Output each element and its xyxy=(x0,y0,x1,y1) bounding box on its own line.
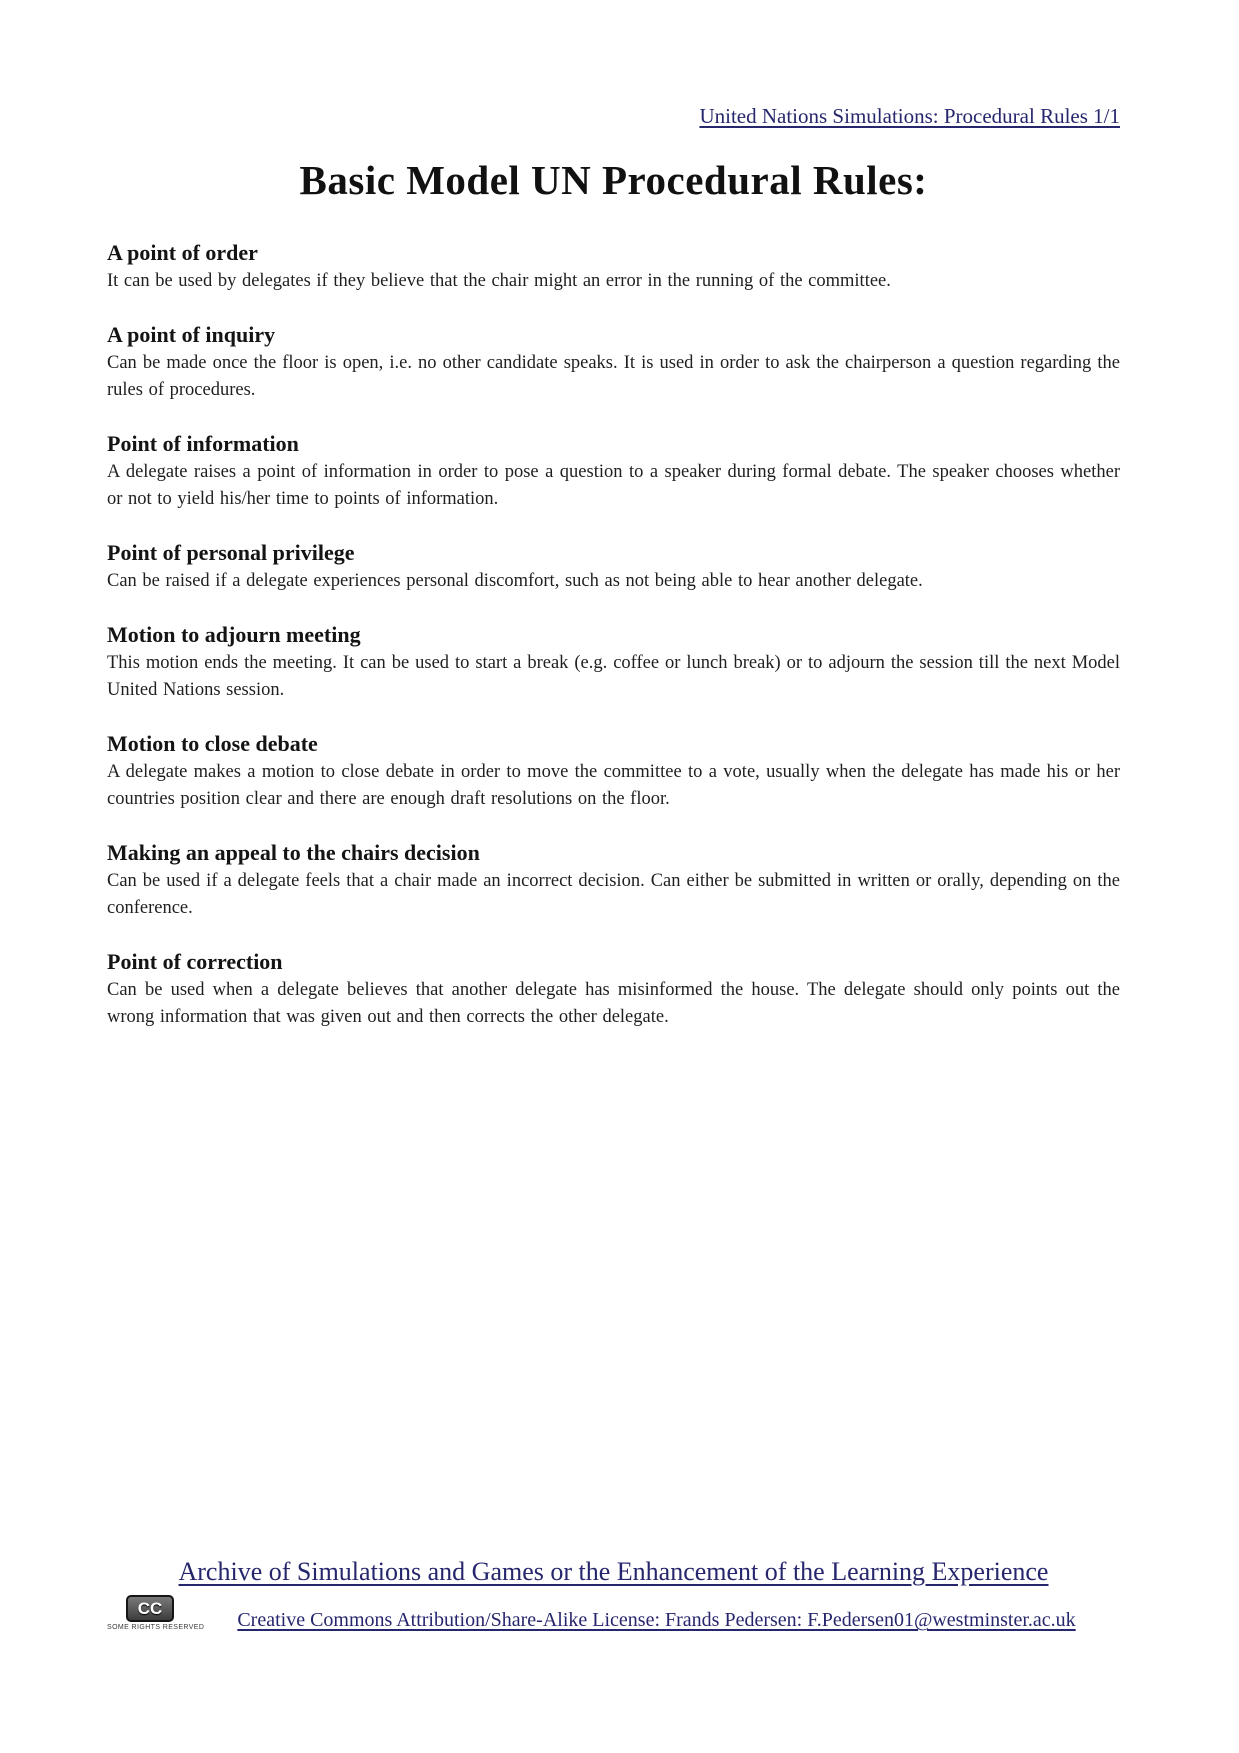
section-point-of-inquiry xyxy=(107,320,1120,404)
section-point-of-correction xyxy=(107,947,1120,1031)
section-point-of-personal-privilege xyxy=(107,538,1120,595)
section-appeal-to-chairs-decision xyxy=(107,838,1120,922)
section-body: Can be used when a delegate believes that another delegate has misinformed the house. The delegate should only points out the wrong information that was given out and then corrects the other delegate. xyxy=(107,980,1120,1027)
creative-commons-icon: CC xyxy=(126,1595,174,1622)
section-point-of-order xyxy=(107,238,1120,295)
archive-link[interactable]: Archive of Simulations and Games or the Enhancement of the Learning Experience xyxy=(178,1557,1049,1586)
section-body: This motion ends the meeting. It can be used to start a break (e.g. coffee or lunch break) or to adjourn the session till the next Model United Nations session. xyxy=(107,653,1120,700)
section-body: A delegate makes a motion to close debate in order to move the committee to a vote, usually when the delegate has made his or her countries position clear and there are enough draft resolutions on the floor. xyxy=(107,762,1120,809)
section-motion-to-close-debate xyxy=(107,729,1120,813)
page-footer xyxy=(107,1556,1120,1633)
section-body: It can be used by delegates if they believe that the chair might an error in the running of the committee. xyxy=(107,271,891,291)
rules-list xyxy=(107,238,1120,1031)
section-heading: Motion to close debate xyxy=(107,731,318,756)
section-body: Can be used if a delegate feels that a chair made an incorrect decision. Can either be submitted in written or orally, depending on the conference. xyxy=(107,871,1120,918)
page-title: Basic Model UN Procedural Rules: xyxy=(299,157,928,203)
creative-commons-badge[interactable] xyxy=(107,1595,205,1631)
section-heading: Point of personal privilege xyxy=(107,540,355,565)
cc-badge-caption: SOME RIGHTS RESERVED xyxy=(107,1624,205,1631)
section-heading: A point of order xyxy=(107,240,258,265)
section-heading: Point of information xyxy=(107,431,299,456)
section-heading: A point of inquiry xyxy=(107,322,276,347)
section-heading: Motion to adjourn meeting xyxy=(107,622,361,647)
section-body: A delegate raises a point of information in order to pose a question to a speaker during formal debate. The speaker chooses whether or not to yield his/her time to points of information. xyxy=(107,462,1120,509)
license-link[interactable]: Creative Commons Attribution/Share-Alike License: Frands Pedersen: F.Pedersen01@westminster.ac.uk xyxy=(237,1609,1076,1631)
section-motion-to-adjourn-meeting xyxy=(107,620,1120,704)
footer-license-row xyxy=(107,1593,1120,1633)
section-heading: Making an appeal to the chairs decision xyxy=(107,840,480,865)
section-heading: Point of correction xyxy=(107,949,283,974)
section-body: Can be raised if a delegate experiences personal discomfort, such as not being able to hear another delegate. xyxy=(107,571,923,591)
section-body: Can be made once the floor is open, i.e. no other candidate speaks. It is used in order to ask the chairperson a question regarding the rules of procedures. xyxy=(107,353,1120,400)
section-point-of-information xyxy=(107,429,1120,513)
page-header: United Nations Simulations: Procedural Rules 1/1 xyxy=(699,104,1120,128)
